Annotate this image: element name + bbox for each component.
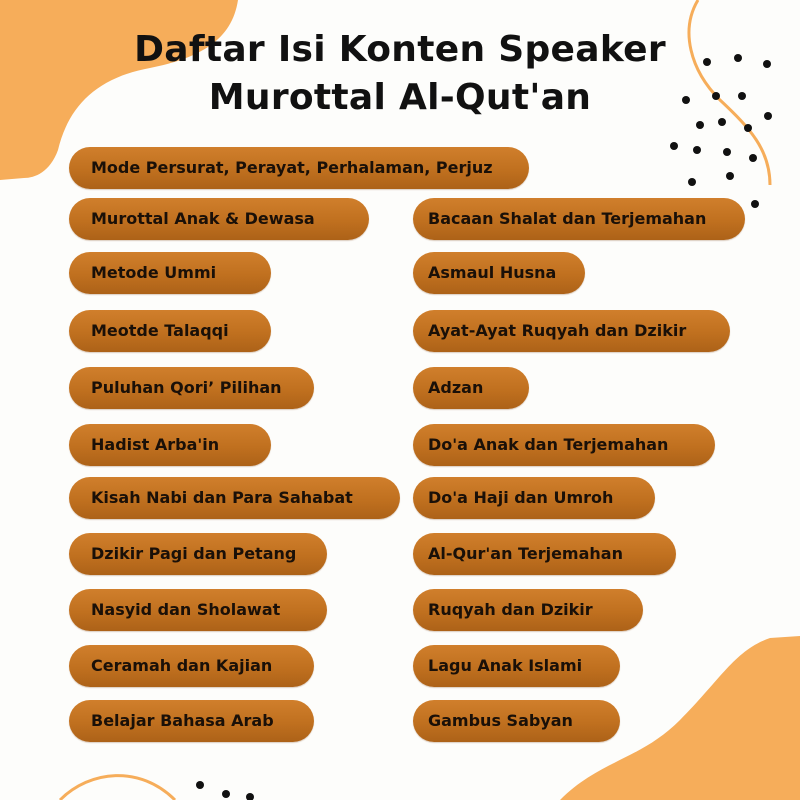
title-line-1: Daftar Isi Konten Speaker [134,29,666,70]
content-item-right: Asmaul Husna [413,252,585,294]
title-line-2: Murottal Al-Qut'an [208,77,592,118]
content-item-left: Nasyid dan Sholawat [69,589,327,631]
content-item-left: Ceramah dan Kajian [69,645,314,687]
content-item-right: Do'a Haji dan Umroh [413,477,655,519]
content-item-right: Ayat-Ayat Ruqyah dan Dzikir [413,310,730,352]
content-item-left: Murottal Anak & Dewasa [69,198,369,240]
content-item-right: Do'a Anak dan Terjemahan [413,424,715,466]
content-item-left: Metode Ummi [69,252,271,294]
content-item-right: Adzan [413,367,529,409]
content-item-left: Meotde Talaqqi [69,310,271,352]
content-item-left: Hadist Arba'in [69,424,271,466]
content-item-left: Dzikir Pagi dan Petang [69,533,327,575]
content-item-top: Mode Persurat, Perayat, Perhalaman, Perjuz [69,147,529,189]
content-item-left: Kisah Nabi dan Para Sahabat [69,477,400,519]
content-item-left: Puluhan Qori’ Pilihan [69,367,314,409]
page-title [0,26,800,122]
content-item-right: Bacaan Shalat dan Terjemahan [413,198,745,240]
dot-cluster-bottom-left [196,781,254,800]
content-item-right: Ruqyah dan Dzikir [413,589,643,631]
content-item-right: Lagu Anak Islami [413,645,620,687]
content-item-left: Belajar Bahasa Arab [69,700,314,742]
bottom-left-outline-curve [60,776,175,800]
content-item-right: Gambus Sabyan [413,700,620,742]
content-item-right: Al-Qur'an Terjemahan [413,533,676,575]
